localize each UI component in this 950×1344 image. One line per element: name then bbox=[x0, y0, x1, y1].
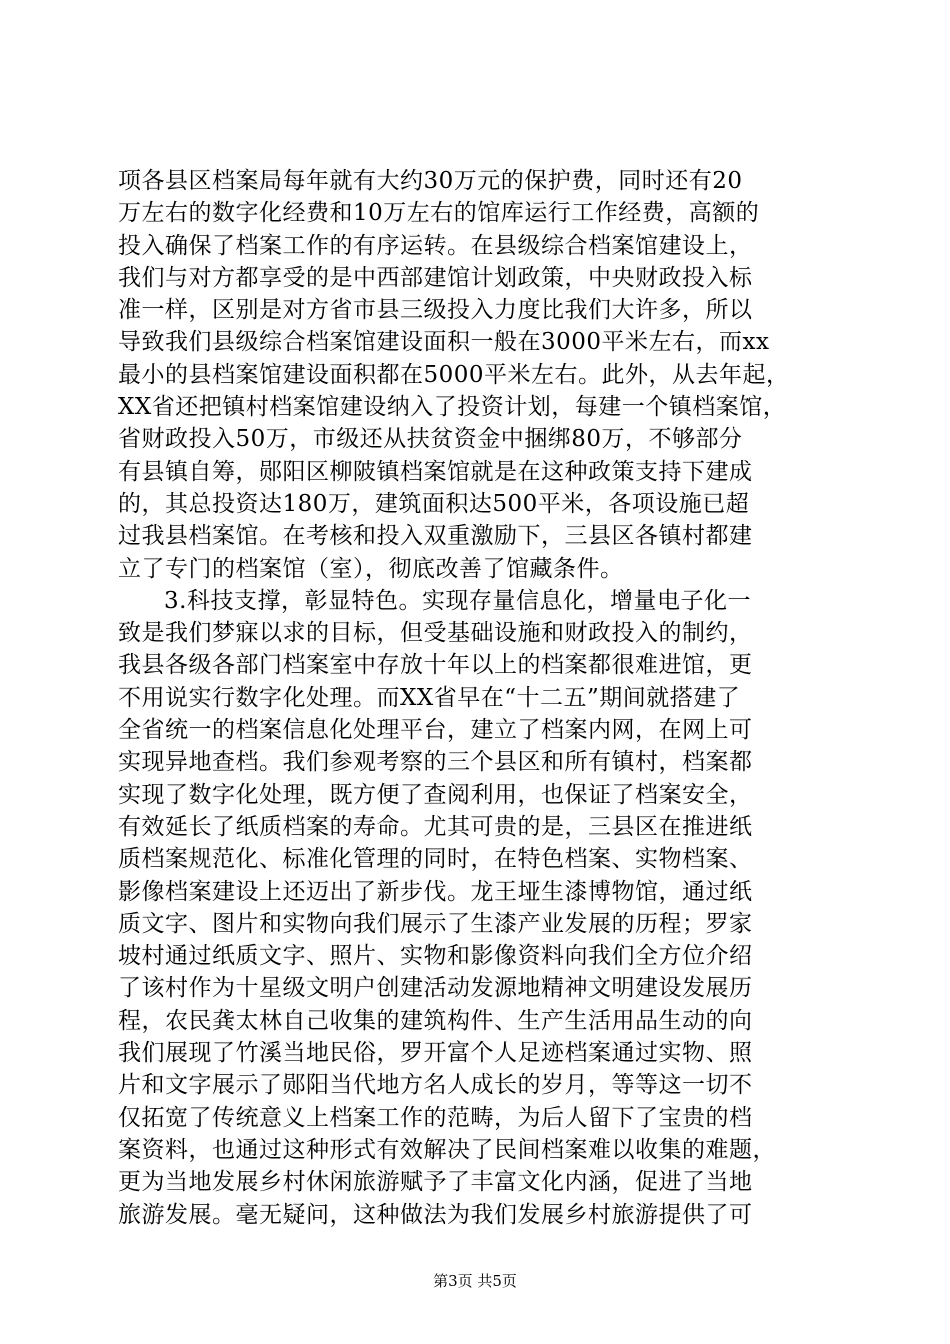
text-line: 实现异地查档。我们参观考察的三个县区和所有镇村，档案都 bbox=[118, 749, 753, 776]
text-line: 片和文字展示了郧阳当代地方名人成长的岁月，等等这一切不 bbox=[118, 1072, 753, 1099]
text-line: 案资料，也通过这种形式有效解决了民间档案难以收集的难题， bbox=[118, 1136, 776, 1163]
text-line: 更为当地发展乡村休闲旅游赋予了丰富文化内涵，促进了当地 bbox=[118, 1169, 753, 1196]
text-line: 致是我们梦寐以求的目标，但受基础设施和财政投入的制约， bbox=[118, 620, 753, 647]
text-line: 全省统一的档案信息化处理平台，建立了档案内网，在网上可 bbox=[118, 717, 753, 744]
body-text bbox=[118, 165, 838, 1231]
text-line: 我们与对方都享受的是中西部建馆计划政策，中央财政投入标 bbox=[118, 264, 753, 291]
text-line: 省财政投入50万，市级还从扶贫资金中捆绑80万，不够部分 bbox=[118, 426, 743, 453]
text-line: 万左右的数字化经费和10万左右的馆库运行工作经费，高额的 bbox=[118, 200, 760, 227]
text-line: 我们展现了竹溪当地民俗，罗开富个人足迹档案通过实物、照 bbox=[118, 1040, 753, 1067]
text-line: 立了专门的档案馆（室），彻底改善了馆藏条件。 bbox=[118, 555, 624, 582]
text-line: 程，农民龚太林自己收集的建筑构件、生产生活用品生动的向 bbox=[118, 1007, 753, 1034]
text-line: 仅拓宽了传统意义上档案工作的范畴，为后人留下了宝贵的档 bbox=[118, 1104, 753, 1131]
text-line: 准一样，区别是对方省市县三级投入力度比我们大许多，所以 bbox=[118, 297, 753, 324]
text-line: 有效延长了纸质档案的寿命。尤其可贵的是，三县区在推进纸 bbox=[118, 813, 753, 840]
text-line: 不用说实行数字化处理。而XX省早在“十二五”期间就搭建了 bbox=[118, 684, 741, 711]
text-line: 坡村通过纸质文字、照片、实物和影像资料向我们全方位介绍 bbox=[118, 943, 753, 970]
text-line: 了该村作为十星级文明户创建活动发源地精神文明建设发展历 bbox=[118, 975, 753, 1002]
page-number-footer: 第3页 共5页 bbox=[433, 1272, 517, 1290]
text-line: 的，其总投资达180万，建筑面积达500平米，各项设施已超 bbox=[118, 490, 750, 517]
text-line: 投入确保了档案工作的有序运转。在县级综合档案馆建设上， bbox=[118, 232, 753, 259]
text-line: 我县各级各部门档案室中存放十年以上的档案都很难进馆，更 bbox=[118, 652, 753, 679]
text-line: 质文字、图片和实物向我们展示了生漆产业发展的历程；罗家 bbox=[118, 910, 753, 937]
text-line: XX省还把镇村档案馆建设纳入了投资计划，每建一个镇档案馆， bbox=[118, 394, 787, 421]
text-line: 项各县区档案局每年就有大约30万元的保护费，同时还有20 bbox=[118, 168, 743, 194]
text-line: 过我县档案馆。在考核和投入双重激励下，三县区各镇村都建 bbox=[118, 523, 753, 550]
paragraph-start-line: 3.科技支撑，彰显特色。实现存量信息化，增量电子化一 bbox=[164, 587, 751, 614]
text-line: 最小的县档案馆建设面积都在5000平米左右。此外，从去年起， bbox=[118, 361, 790, 388]
text-line: 实现了数字化处理，既方便了查阅利用，也保证了档案安全， bbox=[118, 781, 753, 808]
text-line: 导致我们县级综合档案馆建设面积一般在3000平米左右，而xx bbox=[118, 329, 770, 356]
text-line: 影像档案建设上还迈出了新步伐。龙王垭生漆博物馆，通过纸 bbox=[118, 878, 753, 905]
text-line: 旅游发展。毫无疑问，这种做法为我们发展乡村旅游提供了可 bbox=[118, 1201, 753, 1228]
text-line: 质档案规范化、标准化管理的同时，在特色档案、实物档案、 bbox=[118, 846, 753, 873]
text-line: 有县镇自筹，郧阳区柳陂镇档案馆就是在这种政策支持下建成 bbox=[118, 458, 753, 485]
